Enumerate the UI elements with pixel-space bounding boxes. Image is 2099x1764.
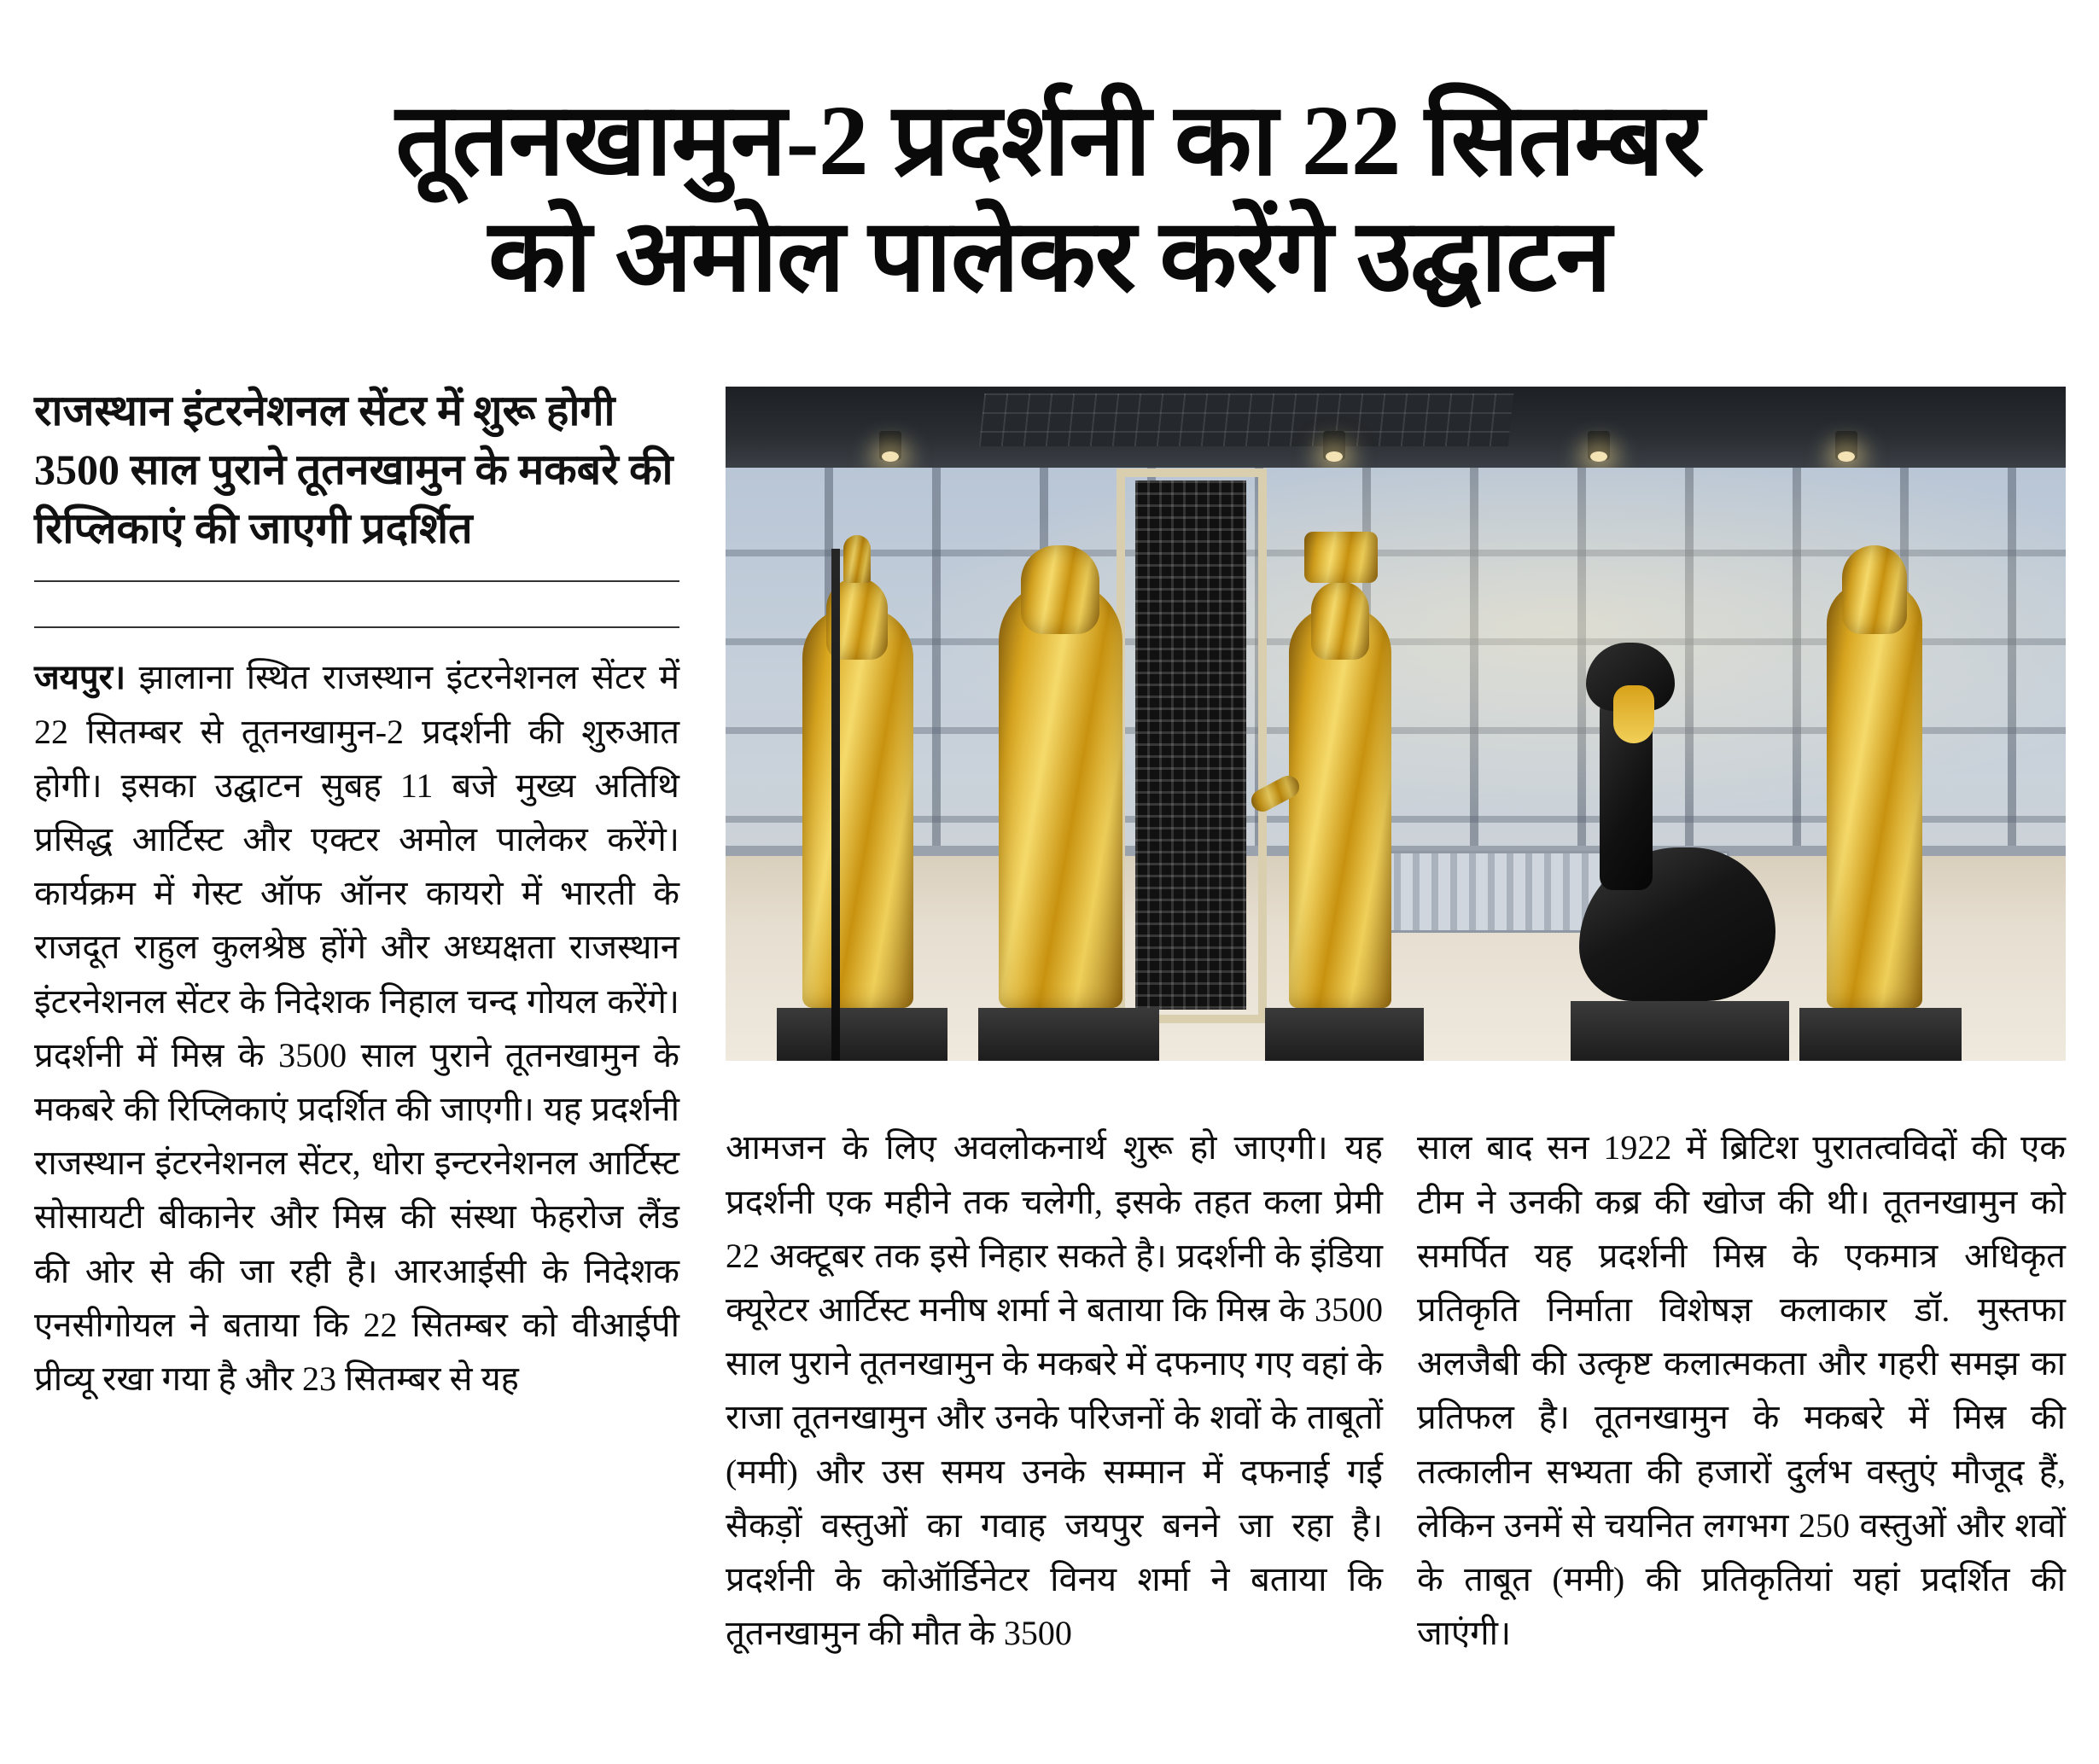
photo-scene — [726, 387, 2066, 1061]
article-column-1 — [34, 650, 691, 1406]
spotlight-icon — [879, 431, 901, 460]
column-1-text: झालाना स्थित राजस्थान इंटरनेशनल सेंटर में 22 सितम्बर से तूतनखामुन-2 प्रदर्शनी की शुरुआत होगी। इसका उद्घाटन सुबह 11 बजे मुख्य अतिथि प्रसिद्ध आर्टिस्ट और एक्टर अमोल पालेकर करेंगे। कार्यक्रम में गेस्ट ऑफ ऑनर कायरो में भारती के राजदूत राहुल कुलश्रेष्ठ होंगे और अध्यक्षता राजस्थान इंटरनेशनल सेंटर के निदेशक निहाल चन्द गोयल करेंगे। प्रदर्शनी में मिस्र के 3500 साल पुराने तूतनखामुन के मकबरे की रिप्लिकाएं प्रदर्शित की जाएगी। यह प्रदर्शनी राजस्थान इंटरनेशनल सेंटर, धोरा इन्टरनेशनल आर्टिस्ट सोसायटी बीकानेर और मिस्र की संस्था फेहरोज लैंड की ओर से की जा रही है। आरआईसी के निदेशक एनसीगोयल ने बताया कि 22 सितम्बर को वीआईपी प्रीव्यू रखा गया है और 23 सितम्बर से यह — [34, 658, 679, 1398]
gold-statue-3 — [1289, 607, 1391, 1008]
statue-plinth — [1799, 1008, 1962, 1061]
gold-statue-1-crown — [843, 535, 871, 583]
gold-statue-1 — [802, 607, 913, 1008]
ceiling-grid-panel — [979, 393, 1514, 446]
spotlight-icon — [1323, 431, 1345, 460]
headline-line-1: तूतनखामुन-2 प्रदर्शनी का 22 सितम्बर — [395, 84, 1704, 197]
gold-statue-5-staff — [831, 549, 840, 1061]
headline-line-2: को अमोल पालेकर करेंगे उद्घाटन — [487, 200, 1612, 312]
page-title — [34, 83, 2065, 314]
dateline: जयपुर। — [34, 658, 126, 697]
article-photo — [726, 387, 2066, 1061]
article-kicker: राजस्थान इंटरनेशनल सेंटर में शुरू होगी 3500 साल पुराने तूतनखामुन के मकबरे की रिप्लिकाएं की जाएगी प्रदर्शित — [34, 387, 673, 553]
black-goose-beak — [1613, 685, 1654, 743]
divider-top — [34, 580, 679, 582]
gold-statue-5 — [1827, 581, 1922, 1008]
gold-statue-5-head — [1842, 545, 1907, 634]
article-column-2: आमजन के लिए अवलोकनार्थ शुरू हो जाएगी। यह प्रदर्शनी एक महीने तक चलेगी, इसके तहत कला प्रेमी 22 अक्टूबर तक इसे निहार सकते है। प्रदर्शनी के इंडिया क्यूरेटर आर्टिस्ट मनीष शर्मा ने बताया कि मिस्र के 3500 साल पुराने तूतनखामुन के मकबरे में दफनाए गए वहां के राजा तूतनखामुन और उनके परिजनों के शवों के ताबूतों (ममी) और उस समय उनके सम्मान में दफनाई गई सैकड़ों वस्तुओं का गवाह जयपुर बनने जा रहा है। प्रदर्शनी के कोऑर्डिनेटर विनय शर्मा ने बताया कि तूतनखामुन की मौत के 3500 — [726, 1128, 1383, 1653]
statue-plinth — [978, 1008, 1159, 1061]
spotlight-icon — [1835, 431, 1857, 460]
article-body — [34, 381, 2065, 1764]
statue-plinth — [1571, 1001, 1789, 1061]
gold-statue-2 — [999, 581, 1122, 1008]
divider-bottom — [34, 626, 679, 628]
statue-plinth — [1265, 1008, 1424, 1061]
spotlight-icon — [1588, 431, 1610, 460]
gallery-ceiling — [726, 387, 2066, 468]
gold-statue-3-headdress — [1304, 532, 1378, 583]
perforated-dark-panel — [1135, 480, 1246, 1010]
gold-statue-3-head — [1311, 581, 1369, 660]
column-left — [34, 381, 691, 1440]
statue-plinth — [777, 1008, 947, 1061]
gold-statue-2-head — [1021, 545, 1099, 634]
article-column-3: साल बाद सन 1922 में ब्रिटिश पुरातत्वविदों की एक टीम ने उनकी कब्र की खोज की थी। तूतनखामुन को समर्पित यह प्रदर्शनी मिस्र के एकमात्र अधिकृत प्रतिकृति निर्माता विशेषज्ञ कलाकार डॉ. मुस्तफा अलजैबी की उत्कृष्ट कलात्मकता और गहरी समझ का प्रतिफल है। तूतनखामुन के मकबरे में मिस्र की तत्कालीन सभ्यता की हजारों दुर्लभ वस्तुएं मौजूद हैं, लेकिन उनमें से चयनित लगभग 250 वस्तुओं और शवों के ताबूत (ममी) की प्रतिकृतियां यहां प्रदर्शित की जाएंगी। — [1417, 1128, 2066, 1653]
